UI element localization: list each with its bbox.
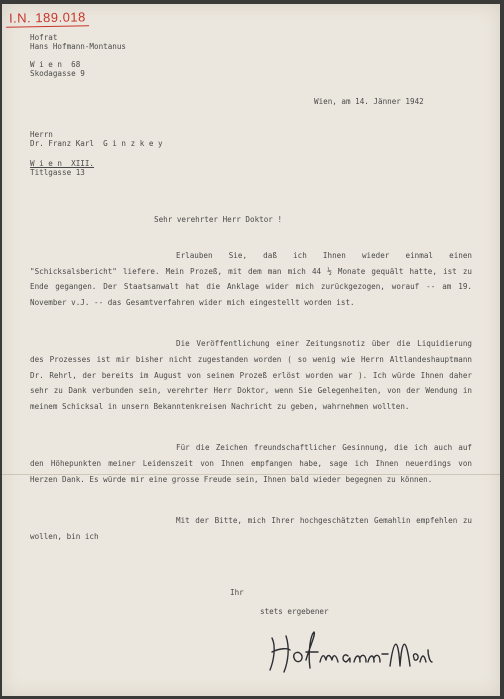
recipient-salutation: Herrn: [30, 130, 53, 139]
paragraph: Erlauben Sie, daß ich Ihnen wieder einmal einen "Schicksalsbericht" liefere. Mein Prozeß, mit dem man mich 44 ½ Monate gequält hatte, ist zu Ende gegangen. Der Staatsanwalt hat die Anklage wider mich zurückgezogen, worauf -- am 19. November v.J. -- das Gesamtverfahren wider mich eingestellt worden ist.: [30, 251, 472, 307]
sender-city: W i e n 68: [30, 60, 81, 69]
letter-salutation: Sehr verehrter Herr Doktor !: [154, 215, 283, 224]
recipient-street: Titlgasse 13: [30, 168, 85, 177]
sender-title: Hofrat: [30, 33, 58, 42]
handwritten-signature: [266, 626, 436, 676]
closing-ihr: Ihr: [230, 588, 244, 597]
letter-date: Wien, am 14. Jänner 1942: [314, 97, 424, 106]
letter-body: [30, 230, 472, 570]
recipient-name: Dr. Franz Karl G i n z k e y: [30, 139, 163, 148]
recipient-block: [30, 130, 163, 177]
paragraph: Die Veröffentlichung einer Zeitungsnotiz über die Liquidierung des Prozesses ist mir bisher nicht zugestanden worden ( so wenig wie Herrn Altlandeshauptmann Dr. Rehrl, der bereits im August von seinem Prozeß erlöst worden war ). Ich würde Ihnen daher sehr zu Dank verbunden sein, verehrter Herr Doktor, wenn Sie Gelegenheiten, von der Wendung in meinem Schicksal in unsern Bekanntenkreisen Nachricht zu geben, wahrnehmen wollten.: [30, 339, 472, 411]
sender-block: [30, 33, 126, 78]
sender-name: Hans Hofmann-Montanus: [30, 42, 127, 51]
archive-number-stamp: I.N. 189.018: [6, 9, 89, 27]
sender-street: Skodagasse 9: [30, 69, 85, 78]
recipient-city: W i e n XIII.: [30, 159, 95, 168]
closing-stets-ergebener: stets ergebener: [260, 607, 329, 616]
paragraph: Für die Zeichen freundschaftlicher Gesinnung, die ich auch auf den Höhepunkten meiner Leidenszeit von Ihnen empfangen habe, sage ich Ihnen neuerdings von Herzen Dank. Es würde mir eine grosse Freude sein, Ihnen bald wieder begegnen zu können.: [30, 443, 472, 484]
letter-page: [2, 4, 500, 696]
paragraph: Mit der Bitte, mich Ihrer hochgeschätzten Gemahlin empfehlen zu wollen, bin ich: [30, 516, 472, 541]
